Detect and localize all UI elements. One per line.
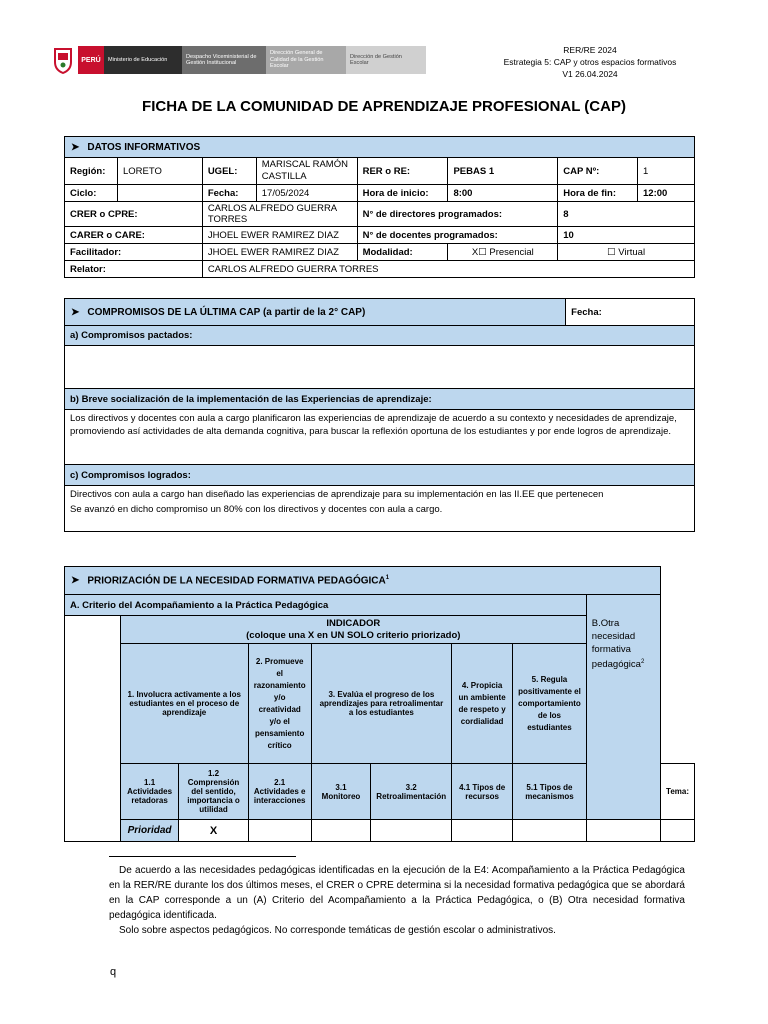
indicador-subtitle: (coloque una X en UN SOLO criterio priorizado) <box>246 629 461 641</box>
datos-section-header <box>65 137 695 158</box>
header-logos <box>52 46 426 74</box>
hora-fin-label: Hora de fin: <box>558 185 638 202</box>
hora-inicio-value: 8:00 <box>448 185 558 202</box>
sub-3-2: 3.2 Retroalimentación <box>371 764 452 820</box>
carer-label: CARER o CARE: <box>65 227 203 244</box>
compromisos-pactados-field[interactable] <box>65 346 695 389</box>
relator-value: CARLOS ALFREDO GUERRA TORRES <box>202 261 694 278</box>
ciclo-label: Ciclo: <box>65 185 118 202</box>
ugel-label: UGEL: <box>202 158 256 185</box>
arrow-icon: ➤ <box>71 141 80 153</box>
compromisos-logrados-label: c) Compromisos logrados: <box>65 465 695 486</box>
prioridad-cell-3-1[interactable] <box>371 820 452 842</box>
header-line-3: V1 26.04.2024 <box>562 69 618 79</box>
arrow-icon: ➤ <box>71 575 80 587</box>
footnote-1: De acuerdo a las necesidades pedagógicas identificadas en la ejecución de la E4: Acompañamiento a la Práctica Pedagógica en la RER/RE durante los dos últimos meses, el CRER o CPRE determina si la necesidad formativa pedagógica que se abordará en la CAP corresponde a un (A) Criterio del Acompañamiento a la Práctica Pedagógica, o (B) Otra necesidad formativa pedagógica identificada. <box>109 865 685 921</box>
fecha-label: Fecha: <box>202 185 256 202</box>
logrados-line-2: Se avanzó en dicho compromiso un 80% con los directivos y docentes con aula a cargo. <box>70 504 443 515</box>
tema-label: Tema: <box>661 764 695 820</box>
hora-fin-value: 12:00 <box>638 185 695 202</box>
ugel-value: MARISCAL RAMÓN CASTILLA <box>256 158 357 185</box>
compromisos-section-title: COMPROMISOS DE LA ÚLTIMA CAP (a partir de la 2° CAP) <box>87 306 366 318</box>
modalidad-label: Modalidad: <box>357 244 448 261</box>
prioridad-cell-tema[interactable] <box>661 820 695 842</box>
peru-logo: PERÚ <box>78 46 104 74</box>
blank-corner-cell <box>65 616 121 842</box>
virtual-checkbox[interactable]: ☐ Virtual <box>558 244 695 261</box>
sub-4-1: 4.1 Tipos de recursos <box>452 764 513 820</box>
indicador-4: 4. Propicia un ambiente de respeto y cordialidad <box>452 644 513 764</box>
facilitador-value: JHOEL EWER RAMIREZ DIAZ <box>202 244 357 261</box>
socializacion-text: Los directivos y docentes con aula a cargo planificaron las experiencias de aprendizaje de acuerdo a su contexto y necesidades de aprendizaje, promoviendo así actividades de alta demanda cognitiva, para buscar la reflexión oportuna de los estudiantes y por ende logros de aprendizaje. <box>65 410 695 465</box>
priorizacion-section-title: PRIORIZACIÓN DE LA NECESIDAD FORMATIVA PEDAGÓGICA <box>87 575 386 587</box>
fecha-value: 17/05/2024 <box>256 185 357 202</box>
crer-label: CRER o CPRE: <box>65 202 203 227</box>
footnotes <box>109 863 685 938</box>
header-version-info <box>470 44 710 80</box>
compromisos-pactados-label: a) Compromisos pactados: <box>65 326 695 346</box>
rer-value: PEBAS 1 <box>448 158 558 185</box>
prioridad-cell-2-1[interactable] <box>311 820 371 842</box>
carer-value: JHOEL EWER RAMIREZ DIAZ <box>202 227 357 244</box>
crer-value: CARLOS ALFREDO GUERRA TORRES <box>202 202 357 227</box>
compromisos-table <box>64 298 695 532</box>
stray-character: q <box>110 966 117 978</box>
prioridad-cell-4-1[interactable] <box>513 820 587 842</box>
indicador-1: 1. Involucra activamente a los estudiantes en el proceso de aprendizaje <box>120 644 248 764</box>
direccion-gestion-logo: Dirección de Gestión Escolar <box>346 46 426 74</box>
sub-1-2: 1.2 Comprensión del sentido, importancia o utilidad <box>179 764 248 820</box>
compromisos-fecha-label: Fecha: <box>566 299 695 326</box>
footnote-ref-1: 1 <box>385 574 390 581</box>
rer-label: RER o RE: <box>357 158 448 185</box>
sub-3-1: 3.1 Monitoreo <box>311 764 371 820</box>
indicador-title: INDICADOR <box>326 617 381 629</box>
priorizacion-table <box>64 566 695 842</box>
region-value: LORETO <box>117 158 202 185</box>
priorizacion-section-header <box>65 567 661 595</box>
compromisos-section-header <box>65 299 566 326</box>
socializacion-label: b) Breve socialización de la implementación de las Experiencias de aprendizaje: <box>65 389 695 410</box>
sub-1-1: 1.1 Actividades retadoras <box>120 764 179 820</box>
peru-coat-of-arms-icon <box>52 46 74 74</box>
footnote-divider <box>109 856 296 857</box>
footnote-ref-2: 2 <box>640 659 645 665</box>
indicador-header <box>120 616 586 644</box>
header-line-1: RER/RE 2024 <box>563 45 617 55</box>
hora-inicio-label: Hora de inicio: <box>357 185 448 202</box>
indicador-2: 2. Promueve el razonamiento y/o creatividad y/o el pensamiento crítico <box>248 644 311 764</box>
indicador-3: 3. Evalúa el progreso de los aprendizajes para retroalimentar a los estudiantes <box>311 644 451 764</box>
sub-5-1: 5.1 Tipos de mecanismos <box>513 764 587 820</box>
ndoc-label: N° de docentes programados: <box>357 227 558 244</box>
direccion-general-logo: Dirección General de Calidad de la Gestión Escolar <box>266 46 346 74</box>
criterio-label: A. Criterio del Acompañamiento a la Práctica Pedagógica <box>65 595 587 616</box>
datos-informativos-table <box>64 136 695 278</box>
compromisos-logrados-field <box>65 486 695 532</box>
datos-section-title: DATOS INFORMATIVOS <box>87 141 201 153</box>
relator-label: Relator: <box>65 261 203 278</box>
ndoc-value: 10 <box>558 227 695 244</box>
cap-label: CAP Nº: <box>558 158 638 185</box>
cap-value: 1 <box>638 158 695 185</box>
indicador-5: 5. Regula positivamente el comportamiento de los estudiantes <box>513 644 587 764</box>
ciclo-value <box>117 185 202 202</box>
header-line-2: Estrategia 5: CAP y otros espacios formativos <box>503 57 677 67</box>
prioridad-cell-3-2[interactable] <box>452 820 513 842</box>
otra-necesidad-header <box>586 595 660 820</box>
otra-necesidad-label: B.Otra necesidad formativa pedagógica <box>591 618 641 671</box>
presencial-checkbox[interactable]: X☐ Presencial <box>448 244 558 261</box>
ndir-value: 8 <box>558 202 695 227</box>
ndir-label: N° de directores programados: <box>357 202 558 227</box>
prioridad-cell-5-1[interactable] <box>586 820 660 842</box>
page-title: FICHA DE LA COMUNIDAD DE APRENDIZAJE PROFESIONAL (CAP) <box>142 98 626 115</box>
prioridad-label: Prioridad <box>120 820 179 842</box>
facilitador-label: Facilitador: <box>65 244 203 261</box>
footnote-2: Solo sobre aspectos pedagógicos. No corresponde temáticas de gestión escolar o administrativos. <box>119 925 556 936</box>
viceministerial-logo: Despacho Viceministerial de Gestión Institucional <box>182 46 266 74</box>
arrow-icon: ➤ <box>71 306 80 318</box>
minedu-logo: Ministerio de Educación <box>104 46 182 74</box>
prioridad-cell-1-1[interactable]: X <box>179 820 248 842</box>
sub-2-1: 2.1 Actividades e interacciones <box>248 764 311 820</box>
prioridad-cell-1-2[interactable] <box>248 820 311 842</box>
logrados-line-1: Directivos con aula a cargo han diseñado las experiencias de aprendizaje para su implementación en las II.EE que pertenecen <box>70 489 604 500</box>
region-label: Región: <box>65 158 118 185</box>
